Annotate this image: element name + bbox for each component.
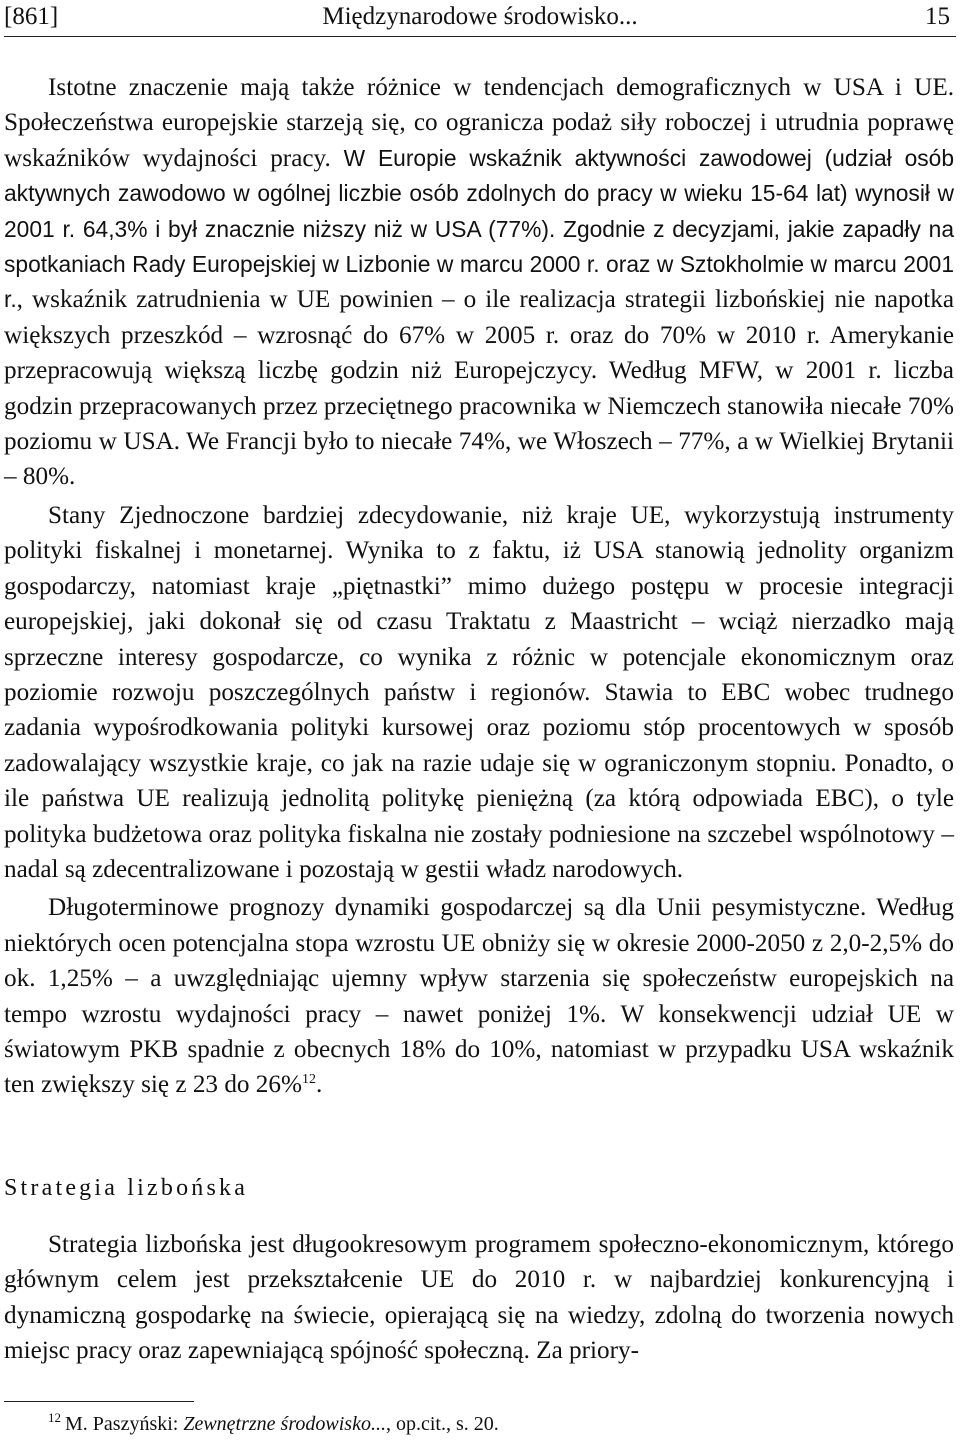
paragraph-forecasts-end: . [315,1071,323,1099]
page-number: 15 [925,3,950,30]
footnote-author: M. Paszyński: [65,1413,184,1435]
footnote-citation: , op.cit., s. 20. [385,1413,499,1435]
footnote [4,1409,960,1439]
main-text-block-2 [4,1227,954,1369]
footnote-reference: 12 [301,1072,316,1088]
main-text-block-1 [4,70,954,1103]
footnote-number: 12 [48,1410,61,1425]
page-reference: [861] [4,3,59,30]
paragraph-demographics-employment: , wskaźnik zatrudnienia w UE powinien – o ile realizacja strategii lizbońskiej nie napotka większych przeszkód – wzrosnąć do 67% w 2005 r. oraz do 70% w 2010 r. Amerykanie przepracowują większą liczbę godzin niż Europejczycy. Według MFW, w 2001 r. liczba godzin przepracowanych przez przeciętnego pracownika w Niemczech stanowiła niecałe 70% poziomu w USA. We Francji było to niecałe 74%, we Włoszech – 77%, a w Wielkiej Brytanii – 80%. [4,286,954,491]
footnote-divider [4,1401,194,1402]
paragraph-lisbon-strategy: Strategia lizbońska jest długookresowym programem społeczno-ekonomicznym, którego głównym celem jest przekształcenie UE do 2010 r. w najbardziej konkurencyjną i dynamiczną gospodarkę na świecie, opierającą się na wiedzy, zdolną do tworzenia nowych miejsc pracy oraz zapewniającą spójność społeczną. Za priory- [4,1231,954,1365]
paragraph-forecasts [4,890,954,1102]
paragraph-fiscal-policy: Stany Zjednoczone bardziej zdecydowanie, niż kraje UE, wykorzystują instrumenty polityki fiskalnej i monetarnej. Wynika to z faktu, iż USA stanowią jednolity organizm gospodarczy, natomiast kraje „piętnastki” mimo dużego postępu w procesie integracji europejskiej, jaki dokonał się od czasu Traktatu z Maastricht – wciąż nierzadko mają sprzeczne interesy gospodarcze, co wynika z różnic w potencjale ekonomicznym oraz poziomie rozwoju poszczególnych państw i regionów. Stawia to EBC wobec trudnego zadania wypośrodkowania polityki kursowej oraz poziomu stóp procentowych w sposób zadowalający wszystkie kraje, co jak na razie udaje się w ograniczonym stopniu. Ponadto, o ile państwa UE realizują jednolitą politykę pieniężną (za którą odpowiada EBC), o tyle polityka budżetowa oraz polityka fiskalna nie zostały podniesione na szczebel wspólnotowy – nadal są zdecentralizowane i pozostają w gestii władz narodowych. [4,501,954,883]
running-title: Międzynarodowe środowisko... [322,3,638,30]
paragraph-demographics-intro: Istotne znaczenie mają także różnice w tendencjach demograficznych w USA i UE. Społeczeństwa europejskie starzeją się, co ogranicza podaż siły roboczej i utrudnia poprawę wskaźników wydajności pracy. [4,74,954,172]
running-header [4,0,956,37]
footnote-title: Zewnętrzne środowisko... [183,1413,386,1435]
section-heading: Strategia lizbońska [4,1175,249,1201]
paragraph-demographics [4,70,954,495]
paragraph-forecasts-text: Długoterminowe prognozy dynamiki gospodarczej są dla Unii pesymistyczne. Według niektórych ocen potencjalna stopa wzrostu UE obniży się w okresie 2000-2050 z 2,0-2,5% do ok. 1,25% – a uwzględniając ujemny wpływ starzenia się społeczeństw europejskich na tempo wzrostu wydajności pracy – nawet poniżej 1%. W konsekwencji udział UE w światowym PKB spadnie z obecnych 18% do 10%, natomiast w przypadku USA wskaźnik ten zwiększy się z 23 do 26% [4,894,954,1099]
paragraph-demographics-activity-rate: W Europie wskaźnik aktywności zawodowej (udział osób aktywnych zawodowo w ogólnej liczbie osób zdolnych do pracy w wieku 15-64 lat) wynosił w 2001 r. 64,3% i był znacznie niższy niż w USA (77%). Zgodnie z decyzjami, jakie zapadły na spotkaniach Rady Europejskiej w Lizbonie w marcu 2000 r. oraz w Sztokholmie w marcu 2001 r. [4,144,955,313]
